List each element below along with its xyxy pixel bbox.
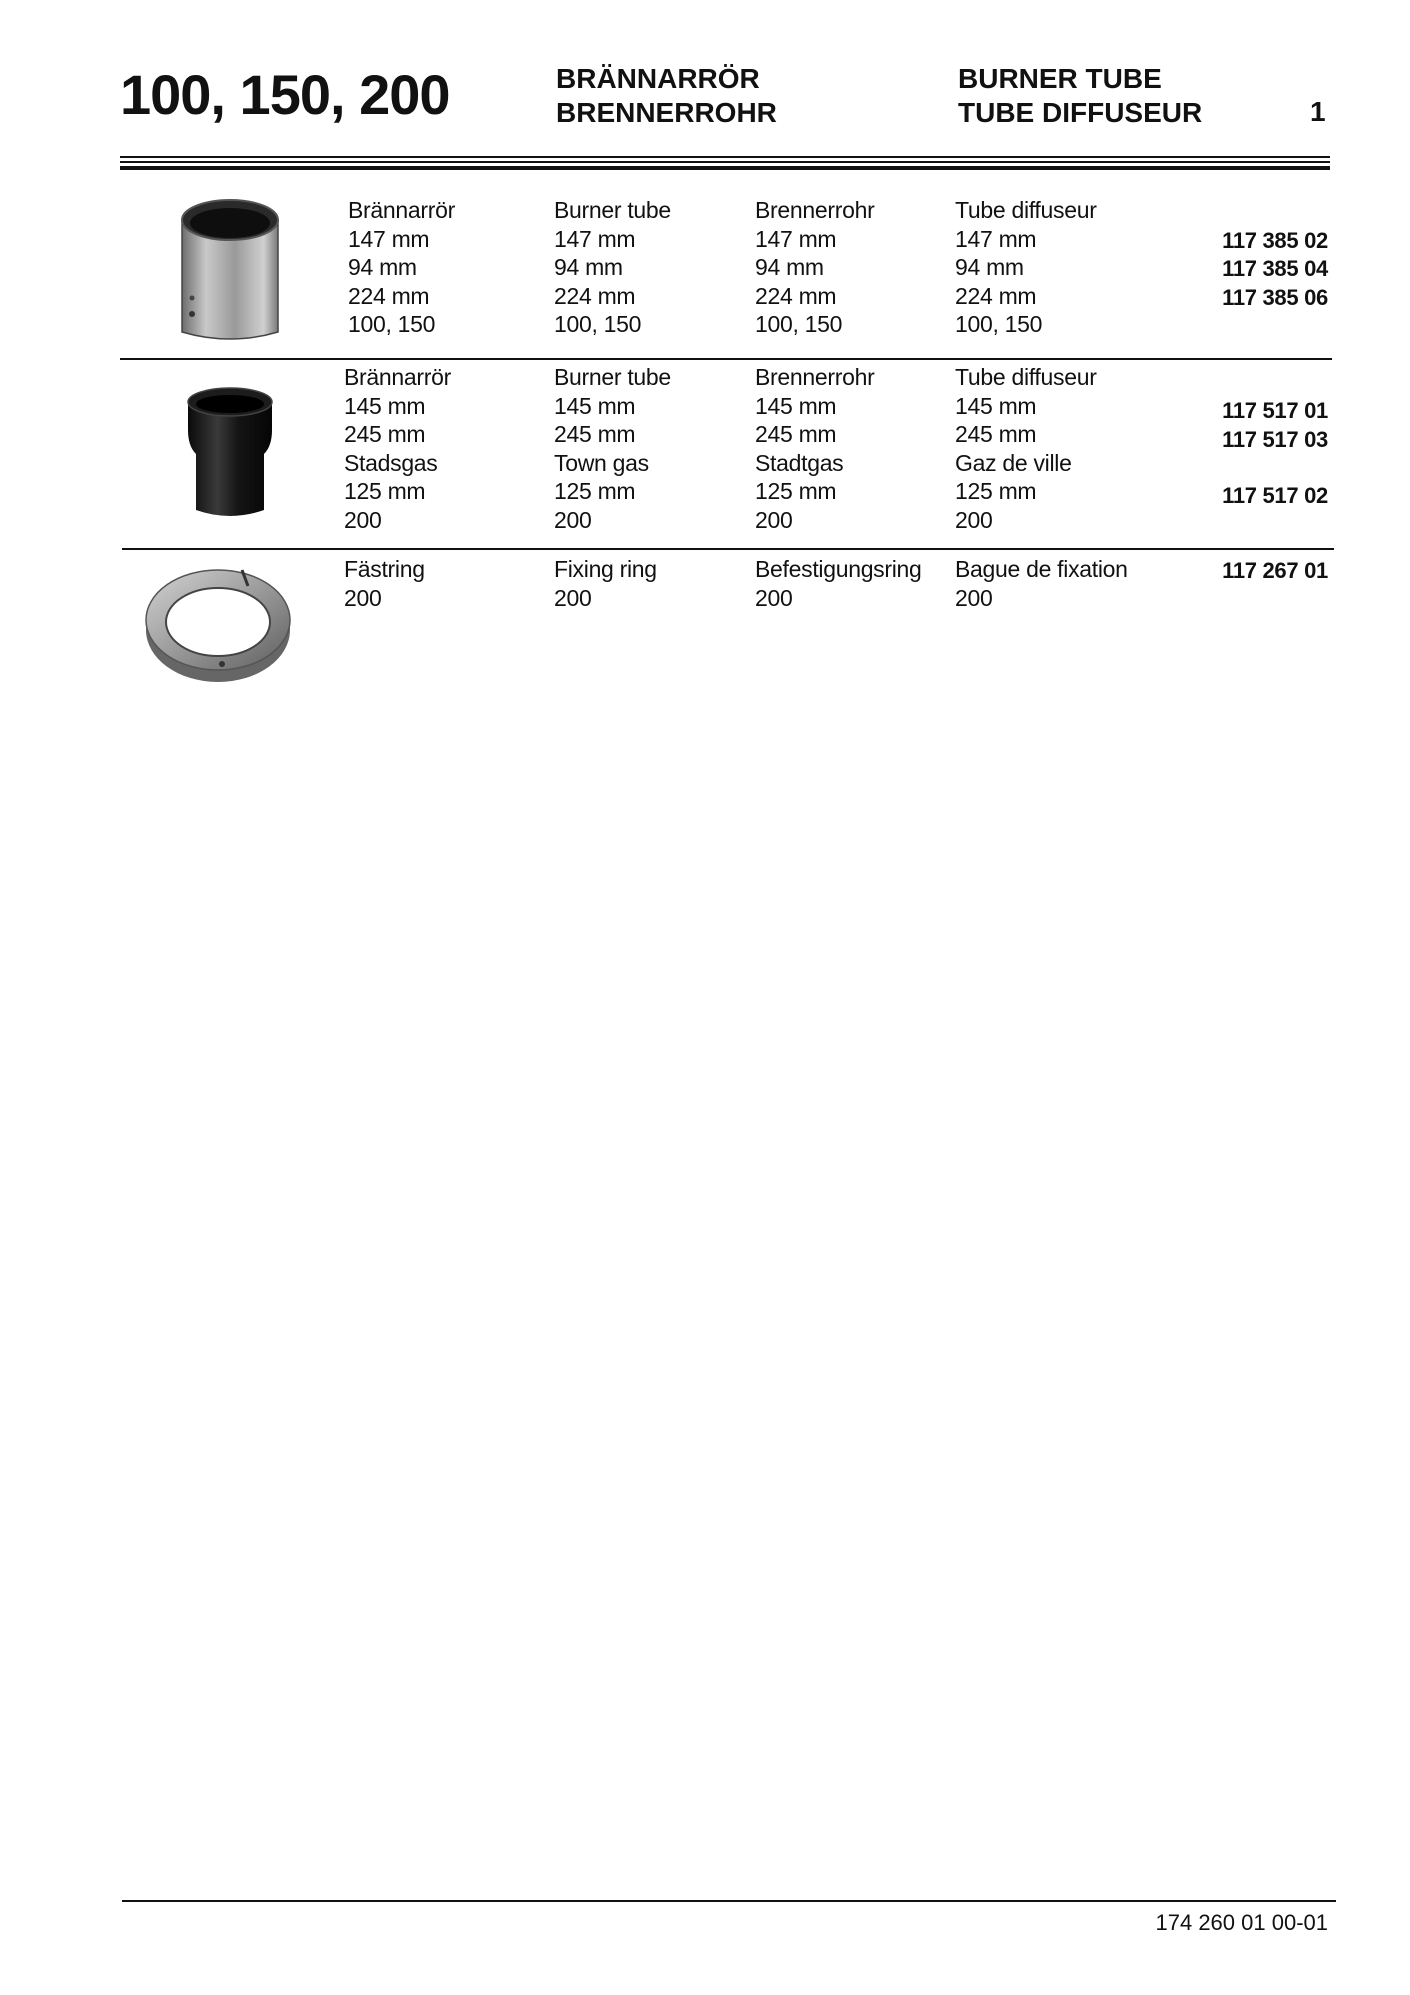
item3-english (554, 555, 657, 612)
item1-de-spec: 224 mm (755, 282, 837, 309)
header-rule-thin-2 (120, 161, 1330, 163)
item3-fr-models: 200 (955, 584, 993, 611)
item1-de-models: 100, 150 (755, 311, 843, 337)
item2-de-spec: 125 mm (755, 478, 837, 504)
header-rule-thick (120, 166, 1330, 170)
item2-sv-spec: 125 mm (344, 478, 426, 504)
item2-sv-models: 200 (344, 506, 382, 533)
item3-part-number: 117 267 01 (1222, 558, 1328, 583)
header-rule-thin (120, 156, 1330, 158)
item1-en-models: 100, 150 (554, 311, 642, 337)
model-numbers: 100, 150, 200 (120, 63, 450, 126)
page-number: 1 (1310, 96, 1326, 127)
item3-german (755, 555, 922, 612)
item3-fr-name: Bague de fixation (955, 556, 1128, 582)
item1-en-spec: 147 mm (554, 225, 636, 252)
item2-sv-spec: 245 mm (344, 421, 426, 447)
item1-en-spec: 224 mm (554, 282, 636, 309)
item2-english (554, 363, 671, 534)
title-swedish: BRÄNNARRÖR (556, 63, 760, 94)
item2-fr-spec: 145 mm (955, 392, 1037, 419)
item2-de-models: 200 (755, 506, 793, 533)
fixing-ring-image (142, 556, 294, 686)
item2-sv-spec: 145 mm (344, 392, 426, 419)
item1-sv-spec: 147 mm (348, 225, 430, 252)
item3-en-name: Fixing ring (554, 556, 657, 582)
item1-german (755, 196, 874, 339)
burner-tube-steel-image (170, 196, 290, 346)
item1-part-number: 117 385 02 (1222, 228, 1328, 253)
item3-swedish (344, 555, 425, 612)
item2-part-number: 117 517 03 (1222, 427, 1328, 452)
item1-en-name: Burner tube (554, 197, 671, 223)
title-french: TUBE DIFFUSEUR (958, 97, 1203, 128)
item2-sv-name: Brännarrör (344, 364, 451, 390)
item1-fr-spec: 224 mm (955, 282, 1037, 309)
item2-fr-spec: 125 mm (955, 478, 1037, 504)
item1-de-spec: 94 mm (755, 254, 824, 280)
item2-german (755, 363, 874, 534)
item3-en-models: 200 (554, 584, 592, 611)
burner-tube-black-image (180, 384, 280, 522)
item2-swedish (344, 363, 451, 534)
item1-french (955, 196, 1097, 339)
item2-en-name: Burner tube (554, 364, 671, 390)
item1-part-number: 117 385 04 (1222, 256, 1328, 281)
item3-de-name: Befestigungsring (755, 556, 922, 582)
item2-en-spec: 245 mm (554, 421, 636, 447)
item2-de-name: Brennerrohr (755, 364, 875, 390)
item3-french (955, 555, 1128, 612)
item1-de-name: Brennerrohr (755, 197, 875, 223)
item2-fr-name: Tube diffuseur (955, 364, 1097, 390)
item2-de-spec: 145 mm (755, 392, 837, 419)
item1-fr-spec: 147 mm (955, 225, 1037, 252)
item1-fr-spec: 94 mm (955, 254, 1024, 280)
item3-sv-models: 200 (344, 584, 382, 611)
item2-en-spec: Town gas (554, 449, 649, 476)
item2-part-number: 117 517 01 (1222, 398, 1328, 423)
item1-sv-spec: 94 mm (348, 254, 417, 280)
title-swedish-german (556, 62, 777, 130)
row-divider (120, 358, 1332, 360)
item2-en-spec: 125 mm (554, 478, 636, 504)
item1-sv-spec: 224 mm (348, 282, 430, 309)
item1-sv-models: 100, 150 (348, 311, 436, 337)
item3-sv-name: Fästring (344, 556, 425, 582)
item1-fr-models: 100, 150 (955, 311, 1043, 337)
item2-en-spec: 145 mm (554, 392, 636, 419)
item1-english (554, 196, 671, 339)
row-divider (122, 548, 1334, 550)
item2-part-number: 117 517 02 (1222, 483, 1328, 508)
title-english: BURNER TUBE (958, 63, 1162, 94)
item1-part-number: 117 385 06 (1222, 285, 1328, 310)
item2-de-spec: Stadtgas (755, 449, 844, 476)
item2-fr-spec: 245 mm (955, 421, 1037, 447)
item2-fr-spec: Gaz de ville (955, 449, 1072, 476)
title-english-french (958, 62, 1202, 130)
item2-sv-spec: Stadsgas (344, 449, 438, 476)
item2-en-models: 200 (554, 506, 592, 533)
footer-rule (122, 1900, 1336, 1902)
document-number: 174 260 01 00-01 (1155, 1910, 1328, 1935)
item2-fr-models: 200 (955, 506, 993, 533)
item2-french (955, 363, 1097, 534)
item2-de-spec: 245 mm (755, 421, 837, 447)
item1-swedish (348, 196, 455, 339)
item1-fr-name: Tube diffuseur (955, 197, 1097, 223)
item1-sv-name: Brännarrör (348, 197, 455, 223)
item3-de-models: 200 (755, 584, 793, 611)
item1-de-spec: 147 mm (755, 225, 837, 252)
title-german: BRENNERROHR (556, 97, 777, 128)
item1-en-spec: 94 mm (554, 254, 623, 280)
